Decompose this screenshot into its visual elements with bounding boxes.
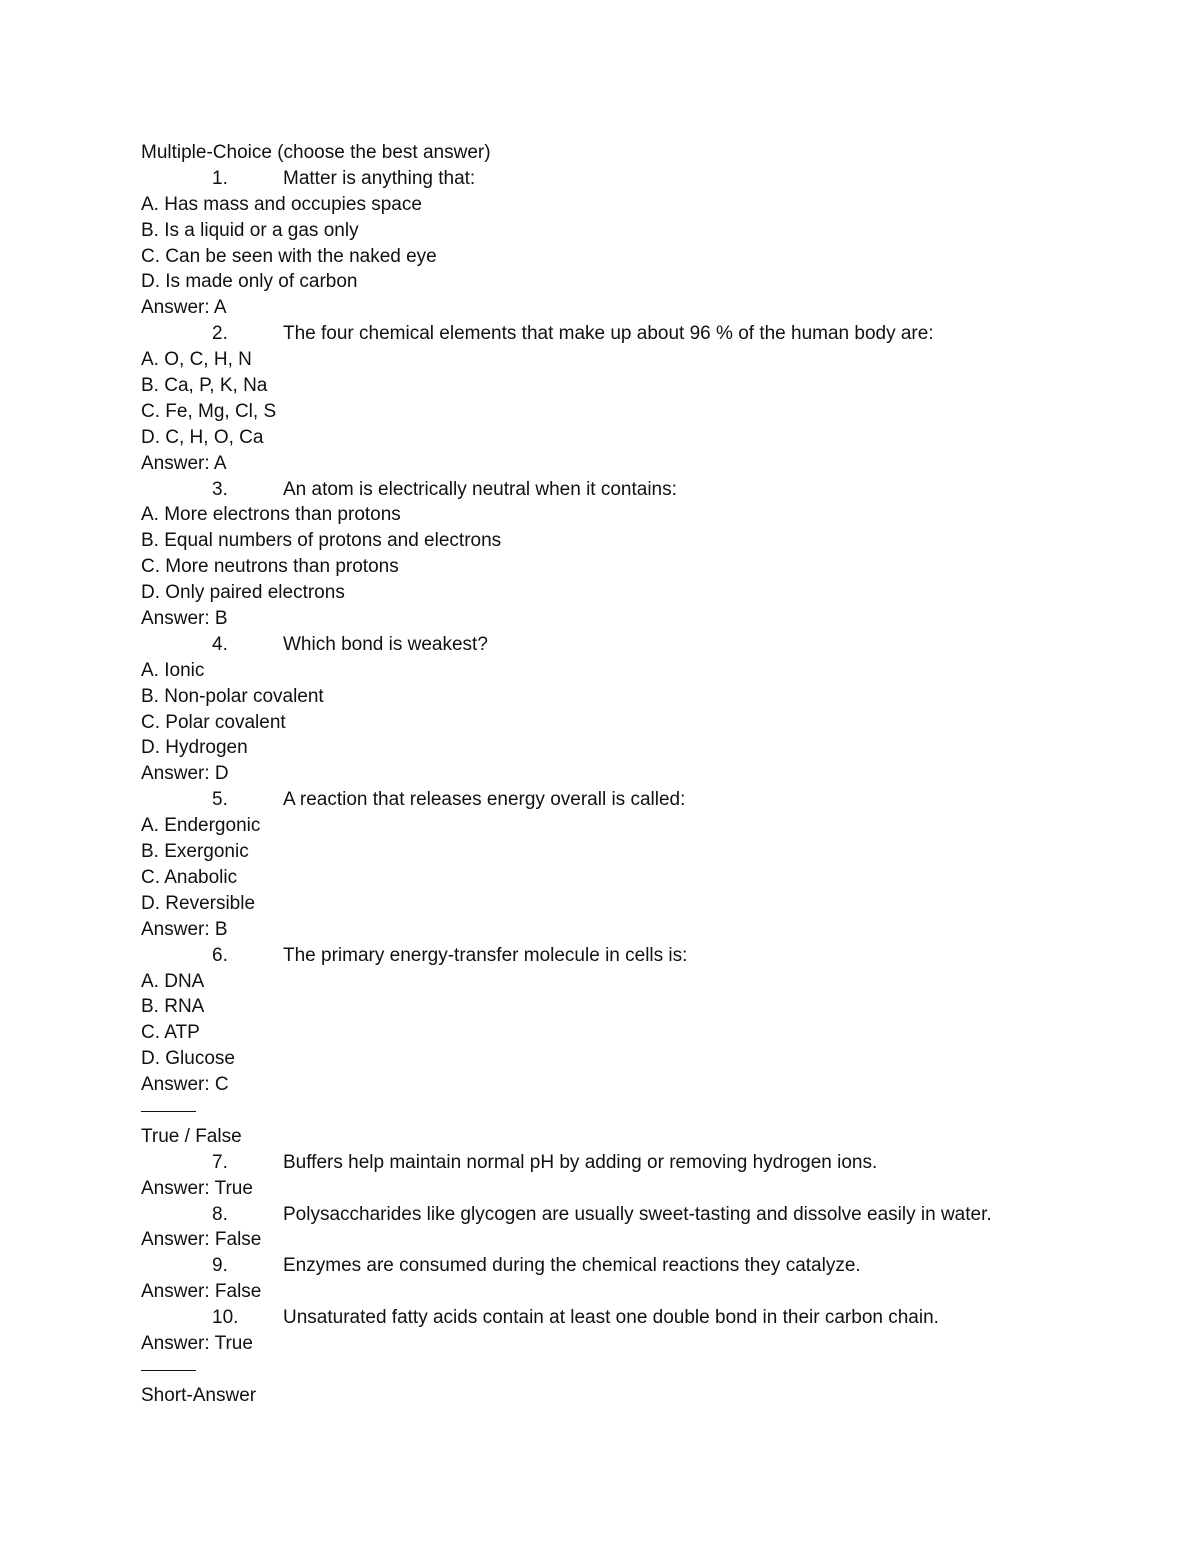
option-a: A. DNA [141,970,205,992]
option-d: D. Glucose [141,1048,235,1070]
question-number: 3. [212,478,228,500]
option-d: D. Only paired electrons [141,582,345,604]
statement-line [141,1150,1141,1176]
question-number: 8. [212,1203,228,1225]
option-c: C. More neutrons than protons [141,556,399,578]
question-line [141,477,1141,503]
question-number: 5. [212,789,228,811]
section-heading-short-answer: Short-Answer [141,1384,257,1406]
statement-text: Unsaturated fatty acids contain at least one double bond in their carbon chain. [283,1307,939,1329]
option-a: A. O, C, H, N [141,349,252,371]
question-number: 6. [212,944,228,966]
option-d: D. Hydrogen [141,737,248,759]
divider-rule [141,1370,196,1371]
option-b: B. Non-polar covalent [141,685,324,707]
answer-line: Answer: B [141,918,228,940]
option-b: B. Exergonic [141,841,249,863]
question-text: A reaction that releases energy overall is called: [283,789,686,811]
option-d: D. Reversible [141,892,256,914]
option-c: C. Polar covalent [141,711,286,733]
statement-line [141,1202,1141,1228]
answer-line: Answer: False [141,1229,262,1251]
answer-line: Answer: True [141,1332,253,1354]
statement-text: Enzymes are consumed during the chemical reactions they catalyze. [283,1255,861,1277]
question-text: The primary energy-transfer molecule in cells is: [283,944,688,966]
section-divider [141,1098,1141,1124]
option-c: C. Anabolic [141,866,238,888]
question-line [141,632,1141,658]
answer-line: Answer: False [141,1281,262,1303]
question-number: 4. [212,633,228,655]
answer-line: Answer: D [141,763,229,785]
section-heading-multiple-choice: Multiple-Choice (choose the best answer) [141,142,491,163]
question-number: 2. [212,323,228,345]
document-page [141,140,1141,1409]
option-b: B. Ca, P, K, Na [141,375,268,397]
section-heading-true-false: True / False [141,1125,242,1147]
option-b: B. Is a liquid or a gas only [141,219,359,241]
question-text: The four chemical elements that make up about 96 % of the human body are: [283,323,934,345]
question-number: 9. [212,1255,228,1277]
question-line [141,321,1141,347]
option-b: B. Equal numbers of protons and electrons [141,530,502,552]
answer-line: Answer: B [141,608,228,630]
option-c: C. Can be seen with the naked eye [141,245,437,267]
question-line [141,943,1141,969]
option-a: A. Endergonic [141,815,261,837]
answer-line: Answer: C [141,1074,229,1096]
statement-text: Polysaccharides like glycogen are usually sweet-tasting and dissolve easily in water. [283,1203,992,1225]
answer-line: Answer: A [141,452,227,474]
option-d: D. Is made only of carbon [141,271,358,293]
statement-text: Buffers help maintain normal pH by adding or removing hydrogen ions. [283,1151,878,1173]
answer-line: Answer: True [141,1177,253,1199]
option-a: A. Has mass and occupies space [141,193,422,215]
divider-rule [141,1111,196,1112]
option-c: C. Fe, Mg, Cl, S [141,400,277,422]
statement-line [141,1253,1141,1279]
option-d: D. C, H, O, Ca [141,426,264,448]
question-number: 10. [212,1307,239,1329]
option-a: A. More electrons than protons [141,504,401,526]
answer-line: Answer: A [141,297,227,319]
question-text: Which bond is weakest? [283,633,488,655]
question-text: Matter is anything that: [283,167,476,189]
question-number: 7. [212,1151,228,1173]
question-number: 1. [212,167,228,189]
option-b: B. RNA [141,996,205,1018]
question-line [141,787,1141,813]
section-divider [141,1357,1141,1383]
question-text: An atom is electrically neutral when it contains: [283,478,677,500]
question-line [141,166,1141,192]
option-c: C. ATP [141,1022,200,1044]
option-a: A. Ionic [141,659,205,681]
statement-line [141,1305,1141,1331]
